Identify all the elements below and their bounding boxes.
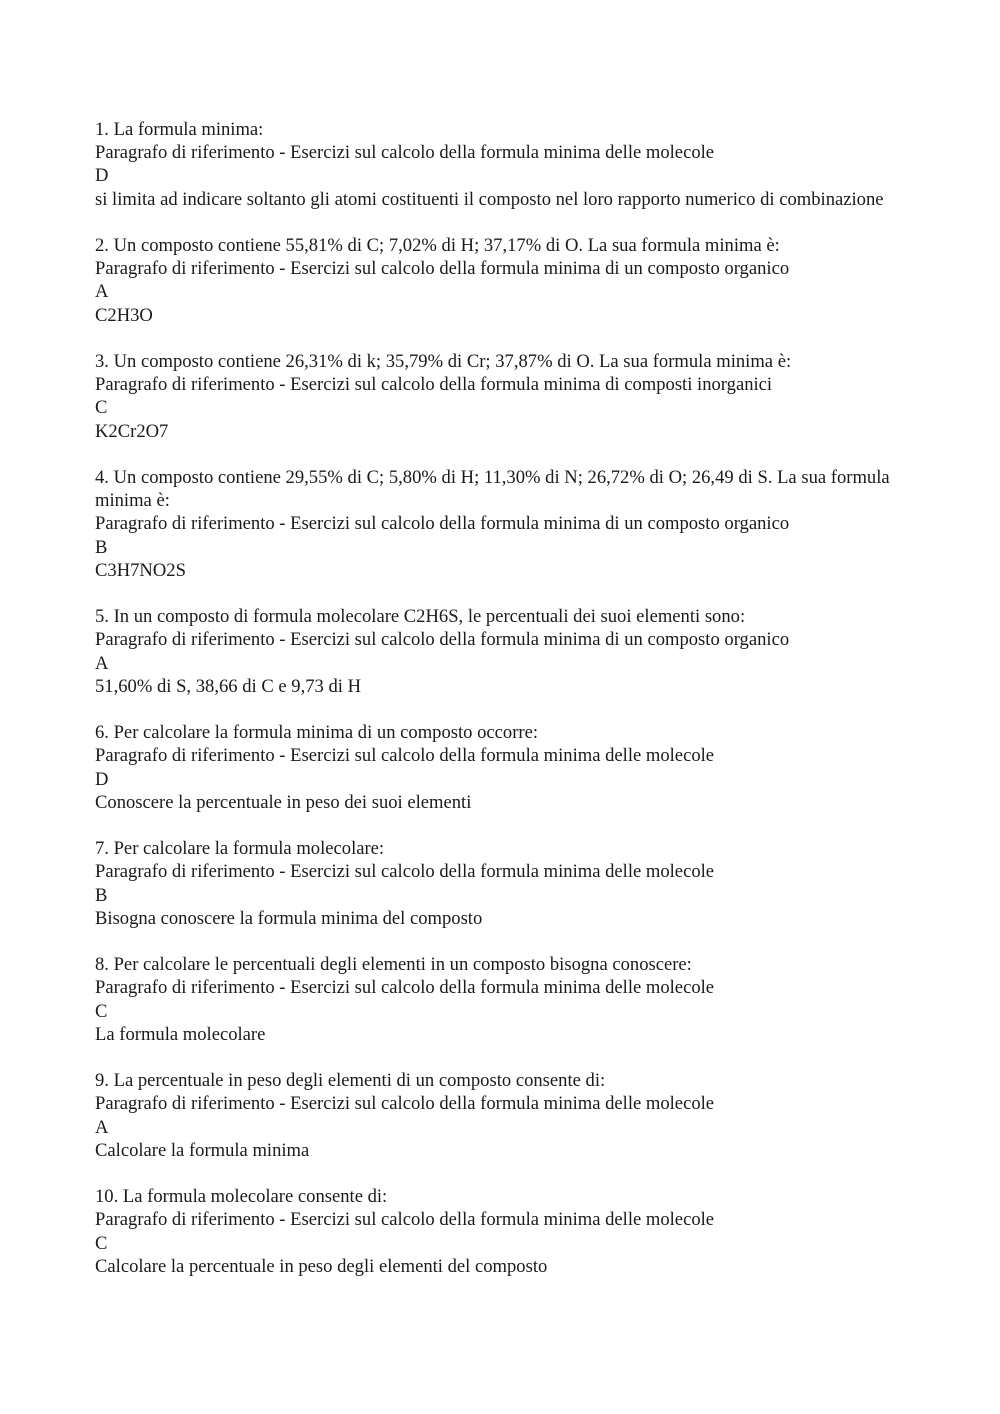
answer-letter: A bbox=[95, 652, 109, 674]
reference-text: Paragrafo di riferimento - Esercizi sul calcolo della formula minima delle molecole bbox=[95, 142, 715, 164]
question-5 bbox=[95, 605, 895, 698]
answer-text: C2H3O bbox=[95, 304, 153, 326]
reference-text: Paragrafo di riferimento - Esercizi sul calcolo della formula minima delle molecole bbox=[95, 977, 715, 999]
answer-text: Bisogna conoscere la formula minima del composto bbox=[95, 907, 483, 929]
question-10 bbox=[95, 1185, 895, 1278]
answer-letter: C bbox=[95, 1232, 108, 1254]
answer-letter: C bbox=[95, 397, 108, 419]
answer-letter: B bbox=[95, 536, 108, 558]
reference-text: Paragrafo di riferimento - Esercizi sul calcolo della formula minima di un composto organico bbox=[95, 629, 790, 651]
question-2 bbox=[95, 234, 895, 327]
question-text: 3. Un composto contiene 26,31% di k; 35,79% di Cr; 37,87% di O. La sua formula minima è: bbox=[95, 351, 792, 372]
reference-text: Paragrafo di riferimento - Esercizi sul calcolo della formula minima delle molecole bbox=[95, 861, 715, 883]
answer-letter: B bbox=[95, 884, 108, 906]
answer-text: Calcolare la formula minima bbox=[95, 1139, 310, 1161]
question-7 bbox=[95, 837, 895, 930]
reference-text: Paragrafo di riferimento - Esercizi sul calcolo della formula minima di composti inorganici bbox=[95, 374, 773, 396]
question-text: 7. Per calcolare la formula molecolare: bbox=[95, 838, 385, 860]
answer-text: C3H7NO2S bbox=[95, 559, 186, 581]
answer-letter: A bbox=[95, 281, 109, 303]
reference-text: Paragrafo di riferimento - Esercizi sul calcolo della formula minima delle molecole bbox=[95, 1209, 715, 1231]
answer-text: K2Cr2O7 bbox=[95, 420, 169, 442]
question-text: 6. Per calcolare la formula minima di un composto occorre: bbox=[95, 722, 538, 744]
question-text: 10. La formula molecolare consente di: bbox=[95, 1186, 388, 1208]
question-text: 4. Un composto contiene 29,55% di C; 5,80% di H; 11,30% di N; 26,72% di O; 26,49 di S. La sua formula minima è: bbox=[95, 467, 890, 512]
question-1 bbox=[95, 118, 895, 211]
reference-text: Paragrafo di riferimento - Esercizi sul calcolo della formula minima delle molecole bbox=[95, 745, 715, 767]
answer-text: 51,60% di S, 38,66 di C e 9,73 di H bbox=[95, 675, 361, 697]
question-3 bbox=[95, 350, 895, 443]
answer-letter: D bbox=[95, 165, 109, 187]
answer-letter: C bbox=[95, 1000, 108, 1022]
answer-text: si limita ad indicare soltanto gli atomi costituenti il composto nel loro rapporto numerico di combinazione bbox=[95, 188, 884, 210]
answer-letter: A bbox=[95, 1116, 109, 1138]
reference-text: Paragrafo di riferimento - Esercizi sul calcolo della formula minima di un composto organico bbox=[95, 258, 790, 280]
answer-text: La formula molecolare bbox=[95, 1023, 266, 1045]
answer-text: Conoscere la percentuale in peso dei suoi elementi bbox=[95, 791, 472, 813]
reference-text: Paragrafo di riferimento - Esercizi sul calcolo della formula minima di un composto organico bbox=[95, 513, 790, 535]
document-page bbox=[95, 118, 895, 1301]
answer-text: Calcolare la percentuale in peso degli elementi del composto bbox=[95, 1255, 548, 1277]
question-text: 2. Un composto contiene 55,81% di C; 7,02% di H; 37,17% di O. La sua formula minima è: bbox=[95, 235, 780, 256]
question-text: 5. In un composto di formula molecolare C2H6S, le percentuali dei suoi elementi sono: bbox=[95, 606, 746, 628]
question-6 bbox=[95, 721, 895, 814]
question-9 bbox=[95, 1069, 895, 1162]
answer-letter: D bbox=[95, 768, 109, 790]
question-text: 1. La formula minima: bbox=[95, 119, 264, 140]
question-8 bbox=[95, 953, 895, 1046]
question-4 bbox=[95, 466, 895, 582]
question-text: 8. Per calcolare le percentuali degli elementi in un composto bisogna conoscere: bbox=[95, 954, 692, 976]
reference-text: Paragrafo di riferimento - Esercizi sul calcolo della formula minima delle molecole bbox=[95, 1093, 715, 1115]
question-text: 9. La percentuale in peso degli elementi di un composto consente di: bbox=[95, 1070, 606, 1092]
